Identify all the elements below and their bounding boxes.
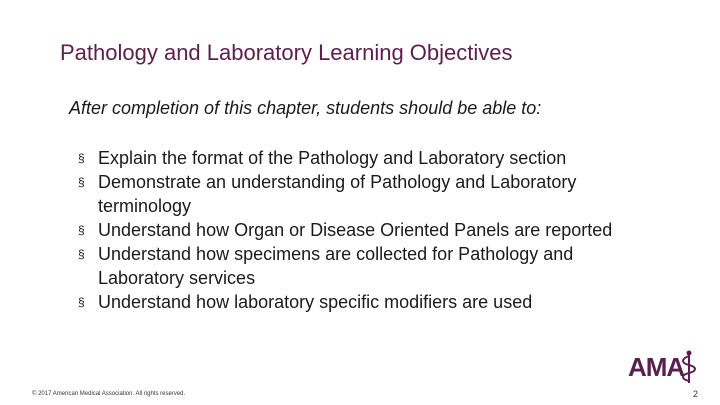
objective-text: Understand how laboratory specific modifiers are used <box>98 292 533 312</box>
bullet-marker: § <box>78 247 85 261</box>
ama-logo <box>628 350 700 384</box>
list-item <box>78 146 658 170</box>
bullet-marker: § <box>78 295 85 309</box>
logo-text: AMA <box>628 352 685 382</box>
slide-title: Pathology and Laboratory Learning Objectives <box>60 40 513 65</box>
objective-text: Understand how Organ or Disease Oriented Panels are reported <box>98 220 613 240</box>
page-number: 2 <box>693 389 699 399</box>
bullet-marker: § <box>78 175 85 189</box>
list-item <box>78 218 658 242</box>
bullet-marker: § <box>78 223 85 237</box>
bullet-marker: § <box>78 151 85 165</box>
copyright-footer: © 2017 American Medical Association. All rights reserved. <box>32 391 186 397</box>
intro-text: After completion of this chapter, students should be able to: <box>69 98 542 118</box>
objectives-list <box>78 146 658 314</box>
list-item <box>78 242 658 290</box>
list-item <box>78 170 658 218</box>
list-item <box>78 290 658 314</box>
caduceus-icon <box>678 350 700 384</box>
objective-text: Demonstrate an understanding of Pathology and Laboratory terminology <box>98 172 577 216</box>
objective-text: Explain the format of the Pathology and Laboratory section <box>98 148 567 168</box>
objective-text: Understand how specimens are collected for Pathology and Laboratory services <box>98 244 574 288</box>
